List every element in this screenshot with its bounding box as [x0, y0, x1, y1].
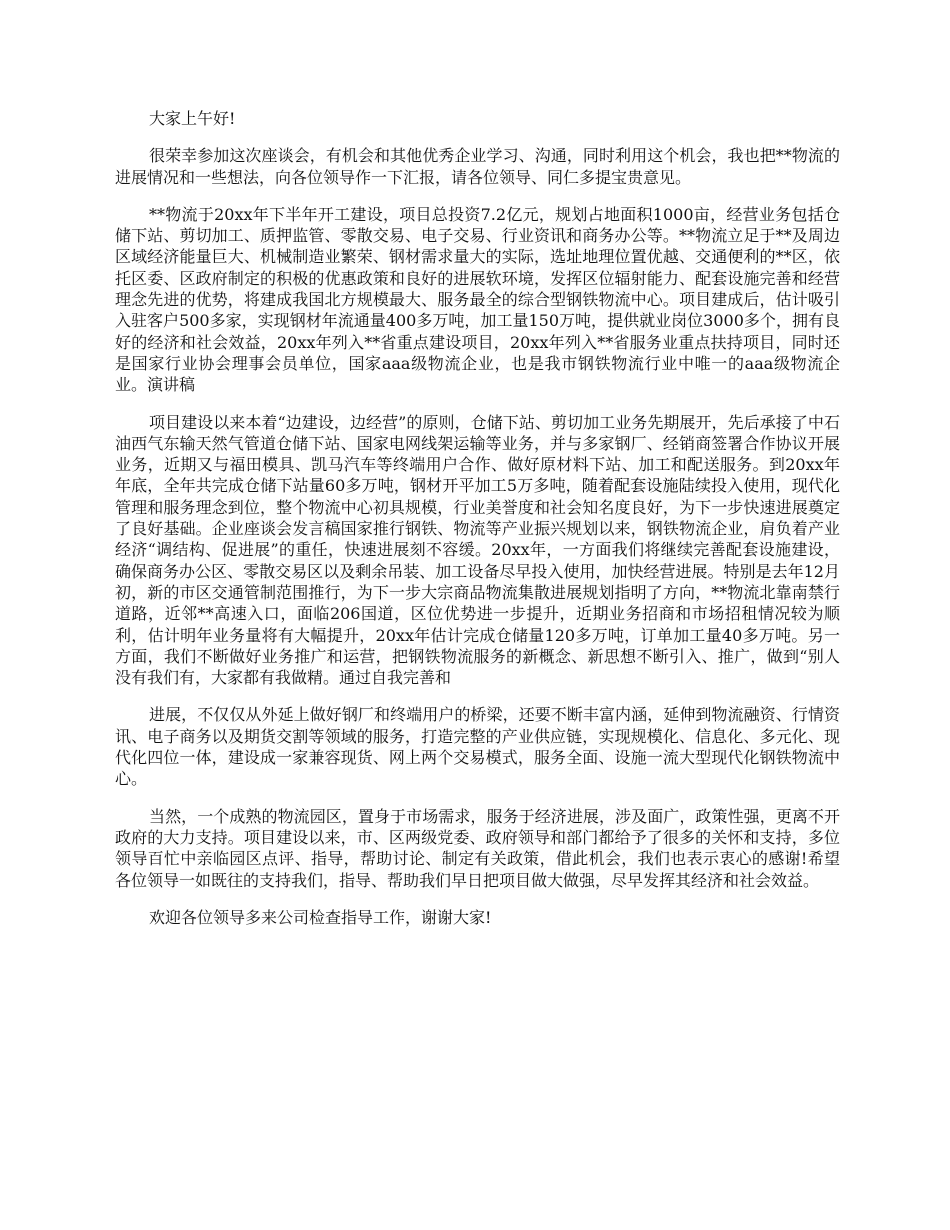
- document-body: [115, 108, 840, 944]
- paragraph-introduction: 很荣幸参加这次座谈会，有机会和其他优秀企业学习、沟通，同时利用这个机会，我也把**物流的进展情况和一些想法，向各位领导作一下汇报，请各位领导、同仁多提宝贵意见。: [115, 146, 840, 187]
- paragraph-acknowledgement: 当然，一个成熟的物流园区，置身于市场需求，服务于经济进展，涉及面广，政策性强，更离不开政府的大力支持。项目建设以来，市、区两级党委、政府领导和部门都给予了很多的关怀和支持，多位领导百忙中亲临园区点评、指导，帮助讨论、制定有关政策，借此机会，我们也表示衷心的感谢!希望各位领导一如既往的支持我们，指导、帮助我们早日把项目做大做强，尽早发挥其经济和社会效益。: [115, 806, 840, 890]
- paragraph-construction-progress: 项目建设以来本着“边建设，边经营”的原则，仓储下站、剪切加工业务先期展开，先后承接了中石油西气东输天然气管道仓储下站、国家电网线架运输等业务，并与多家钢厂、经销商签署合作协议开展业务，近期又与福田模具、凯马汽车等终端用户合作、做好原材料下站、加工和配送服务。到20xx年年底，全年共完成仓储下站量60多万吨，钢材开平加工5万多吨，随着配套设施陆续投入使用，现代化管理和服务理念到位，整个物流中心初具规模，行业美誉度和社会知名度良好，为下一步快速进展奠定了良好基础。企业座谈会发言稿国家推行钢铁、物流等产业振兴规划以来，钢铁物流企业，肩负着产业经济“调结构、促进展”的重任，快速进展刻不容缓。20xx年，一方面我们将继续完善配套设施建设，确保商务办公区、零散交易区以及剩余吊装、加工设备尽早投入使用，加快经营进展。特别是去年12月初，新的市区交通管制范围推行，为下一步大宗商品物流集散进展规划指明了方向，**物流北靠南禁行道路，近邻**高速入口，面临206国道，区位优势进一步提升，近期业务招商和市场招租情况较为顺利，估计明年业务量将有大幅提升，20xx年估计完成仓储量120多万吨，订单加工量40多万吨。另一方面，我们不断做好业务推广和运营，把钢铁物流服务的新概念、新思想不断引入、推广，做到“别人没有我们有，大家都有我做精。通过自我完善和: [115, 412, 840, 688]
- paragraph-project-overview: **物流于20xx年下半年开工建设，项目总投资7.2亿元，规划占地面积1000亩，经营业务包括仓储下站、剪切加工、质押监管、零散交易、电子交易、行业资讯和商务办公等。**物流立足于**及周边区域经济能量巨大、机械制造业繁荣、钢材需求量大的实际，选址地理位置优越、交通便利的**区，依托区委、区政府制定的积极的优惠政策和良好的进展软环境，发挥区位辐射能力、配套设施完善和经营理念先进的优势，将建成我国北方规模最大、服务最全的综合型钢铁物流中心。项目建成后，估计吸引入驻客户500多家，实现钢材年流通量400多万吨，加工量150万吨，提供就业岗位3000多个，拥有良好的经济和社会效益，20xx年列入**省重点建设项目，20xx年列入**省服务业重点扶持项目，同时还是国家行业协会理事会员单位，国家aaa级物流企业，也是我市钢铁物流行业中唯一的aaa级物流企业。演讲稿: [115, 204, 840, 395]
- paragraph-greeting: 大家上午好!: [149, 109, 236, 128]
- paragraph-development-plan: 进展，不仅仅从外延上做好钢厂和终端用户的桥梁，还要不断丰富内涵，延伸到物流融资、行情资讯、电子商务以及期货交割等领域的服务，打造完整的产业供应链，实现规模化、信息化、多元化、现代化四位一体，建设成一家兼容现货、网上两个交易模式，服务全面、设施一流大型现代化钢铁物流中心。: [115, 705, 840, 789]
- paragraph-closing: 欢迎各位领导多来公司检查指导工作，谢谢大家!: [149, 907, 492, 927]
